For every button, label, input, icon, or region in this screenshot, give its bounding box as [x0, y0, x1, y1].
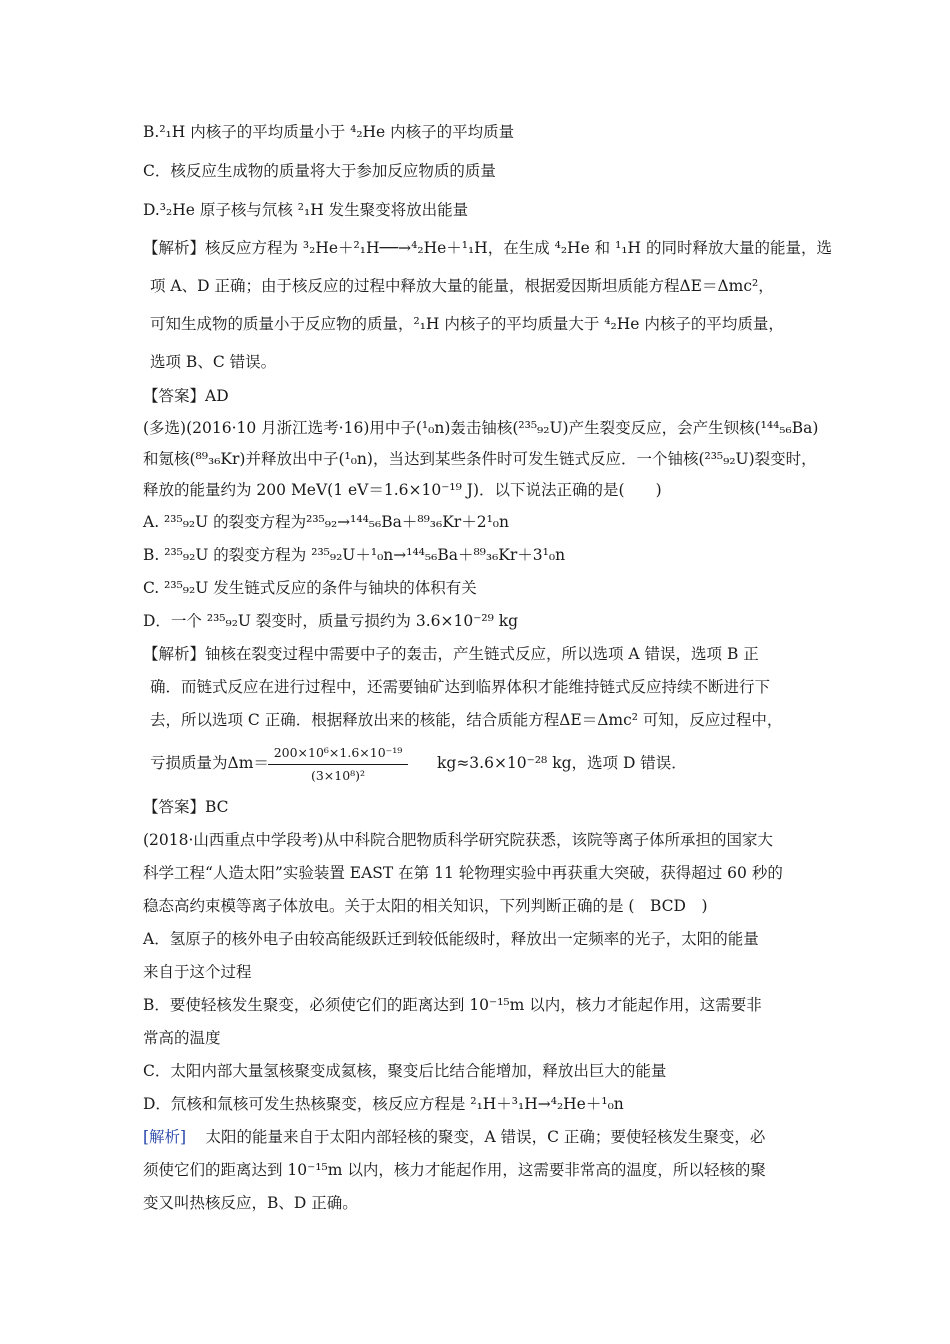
q3-option-line: 来自于这个过程 — [143, 963, 252, 981]
fraction-denominator: (3×10⁸)² — [310, 768, 366, 783]
q2-mass-fraction — [268, 744, 408, 785]
q1-analysis-line: 【解析】核反应方程为 ³₂He＋²₁H──→⁴₂He＋¹₁H，在生成 ⁴₂He 和 ¹₁H 的同时释放大量的能量，选 — [143, 239, 832, 257]
q2-analysis-line: 去，所以选项 C 正确．根据释放出来的核能，结合质能方程ΔE＝Δmc² 可知，反应过程中， — [150, 711, 783, 729]
q2-formula-prefix: 亏损质量为Δm＝ — [150, 754, 269, 772]
q2-analysis-line: 确．而链式反应在进行过程中，还需要铀矿达到临界体积才能维持链式反应持续不断进行下 — [150, 678, 771, 696]
q2-option-d: D．一个 ²³⁵₉₂U 裂变时，质量亏损约为 3.6×10⁻²⁹ kg — [143, 612, 519, 630]
q1-analysis-line: 项 A、D 正确；由于核反应的过程中释放大量的能量，根据爱因斯坦质能方程ΔE＝Δmc²， — [150, 277, 774, 295]
q2-option-c: C. ²³⁵₉₂U 发生链式反应的条件与铀块的体积有关 — [143, 579, 477, 597]
q3-option-line: C．太阳内部大量氢核聚变成氦核，聚变后比结合能增加，释放出巨大的能量 — [143, 1062, 667, 1080]
q3-analysis-line: 太阳的能量来自于太阳内部轻核的聚变，A 错误，C 正确；要使轻核发生聚变，必 — [190, 1128, 766, 1146]
q2-stem-line: 释放的能量约为 200 MeV(1 eV＝1.6×10⁻¹⁹ J)．以下说法正确的是( ) — [143, 481, 662, 499]
q1-option-b: B.²₁H 内核子的平均质量小于 ⁴₂He 内核子的平均质量 — [143, 123, 515, 141]
fraction-numerator: 200×10⁶×1.6×10⁻¹⁹ — [268, 744, 408, 765]
q1-option-d: D.³₂He 原子核与氘核 ²₁H 发生聚变将放出能量 — [143, 201, 469, 219]
q3-stem-line: (2018·山西重点中学段考)从中科院合肥物质科学研究院获悉，该院等离子体所承担的国家大 — [143, 831, 773, 849]
q3-option-line: B．要使轻核发生聚变，必须使它们的距离达到 10⁻¹⁵m 以内，核力才能起作用，这需要非 — [143, 996, 762, 1014]
q2-stem-line: (多选)(2016·10 月浙江选考·16)用中子(¹₀n)轰击铀核(²³⁵₉₂U)产生裂变反应，会产生钡核(¹⁴⁴₅₆Ba) — [143, 419, 819, 437]
q3-analysis-line: 须使它们的距离达到 10⁻¹⁵m 以内，核力才能起作用，这需要非常高的温度，所以轻核的聚 — [143, 1161, 766, 1179]
q2-answer: 【答案】BC — [143, 798, 229, 816]
q2-option-b: B. ²³⁵₉₂U 的裂变方程为 ²³⁵₉₂U＋¹₀n→¹⁴⁴₅₆Ba＋⁸⁹₃₆Kr＋3¹₀n — [143, 546, 566, 564]
q3-analysis-line: 变又叫热核反应，B、D 正确。 — [143, 1194, 358, 1212]
q2-stem-line: 和氪核(⁸⁹₃₆Kr)并释放出中子(¹₀n)，当达到某些条件时可发生链式反应．一个铀核(²³⁵₉₂U)裂变时， — [143, 450, 817, 468]
q1-analysis-line: 选项 B、C 错误。 — [150, 353, 277, 371]
q2-analysis-line: 【解析】铀核在裂变过程中需要中子的轰击，产生链式反应，所以选项 A 错误，选项 B 正 — [143, 645, 759, 663]
q1-option-c: C．核反应生成物的质量将大于参加反应物质的质量 — [143, 162, 496, 180]
q2-formula-suffix: kg≈3.6×10⁻²⁸ kg，选项 D 错误． — [437, 754, 687, 772]
q1-analysis-line: 可知生成物的质量小于反应物的质量，²₁H 内核子的平均质量大于 ⁴₂He 内核子的平均质量， — [150, 315, 784, 333]
q3-stem-line: 科学工程“人造太阳”实验装置 EAST 在第 11 轮物理实验中再获重大突破，获得超过 60 秒的 — [143, 864, 783, 882]
q3-stem-line: 稳态高约束模等离子体放电。关于太阳的相关知识，下列判断正确的是 ( BCD ) — [143, 897, 708, 915]
q3-option-line: A．氢原子的核外电子由较高能级跃迁到较低能级时，释放出一定频率的光子，太阳的能量 — [143, 930, 759, 948]
q1-answer: 【答案】AD — [143, 387, 229, 405]
q2-option-a: A. ²³⁵₉₂U 的裂变方程为²³⁵₉₂→¹⁴⁴₅₆Ba＋⁸⁹₃₆Kr＋2¹₀n — [143, 513, 509, 531]
q3-option-line: 常高的温度 — [143, 1029, 221, 1047]
q3-option-line: D．氘核和氚核可发生热核聚变，核反应方程是 ²₁H＋³₁H→⁴₂He＋¹₀n — [143, 1095, 624, 1113]
q3-analysis-tag: [解析] — [143, 1128, 187, 1146]
